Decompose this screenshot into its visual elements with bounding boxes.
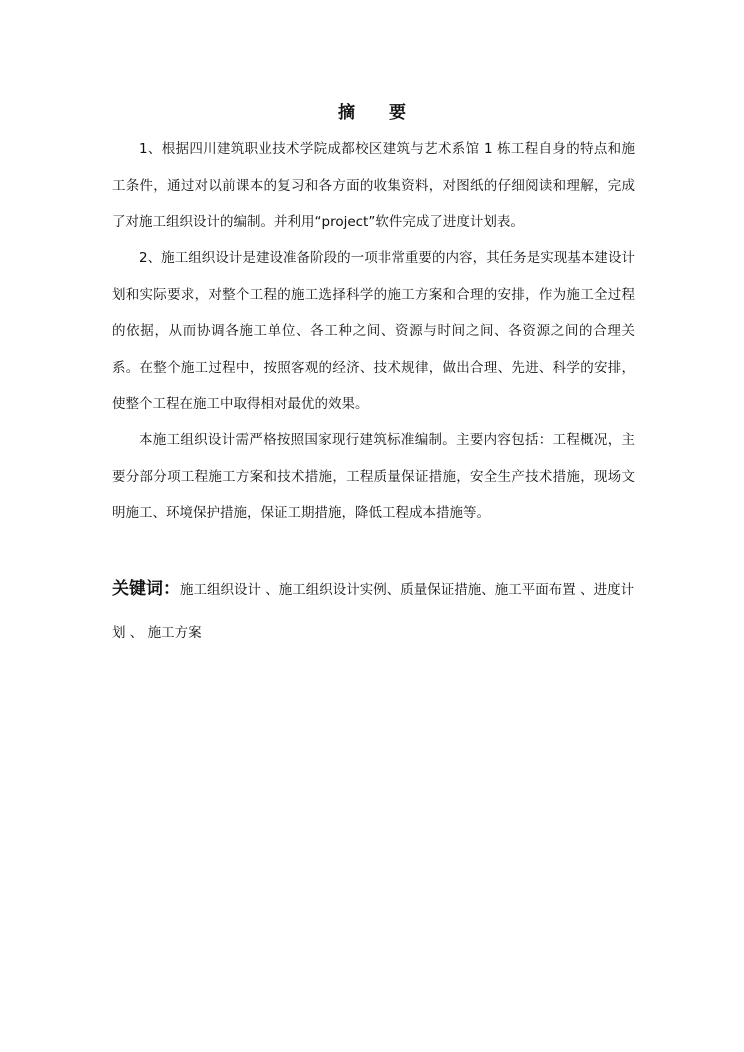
abstract-paragraph-2: 2、施工组织设计是建设准备阶段的一项非常重要的内容，其任务是实现基本建设计划和实际要求，对整个工程的施工选择科学的施工方案和合理的安排，作为施工全过程的依据，从而协调各施工单位、各工种之间、资源与时间之间、各资源之间的合理关系。在整个施工过程中，按照客观的经济、技术规律，做出合理、先进、科学的安排，使整个工程在施工中取得相对最优的效果。 [112, 250, 635, 412]
abstract-title: 摘 要 [338, 103, 420, 123]
abstract-paragraph-1: 1、根据四川建筑职业技术学院成都校区建筑与艺术系馆 1 栋工程自身的特点和施工条件，通过对以前课本的复习和各方面的收集资料，对图纸的仔细阅读和理解，完成了对施工组织设计的编制。并利用“project”软件完成了进度计划表。 [112, 141, 635, 230]
abstract-paragraph-3: 本施工组织设计需严格按照国家现行建筑标准编制。主要内容包括：工程概况，主要分部分项工程施工方案和技术措施，工程质量保证措施，安全生产技术措施，现场文明施工、环境保护措施，保证工期措施，降低工程成本措施等。 [112, 432, 635, 521]
keywords-text: 施工组织设计 、施工组织设计实例、质量保证措施、施工平面布置 、进度计划 、 施工方案 [112, 582, 635, 641]
keywords-label: 关键词： [112, 579, 180, 599]
keywords-line [112, 568, 635, 655]
